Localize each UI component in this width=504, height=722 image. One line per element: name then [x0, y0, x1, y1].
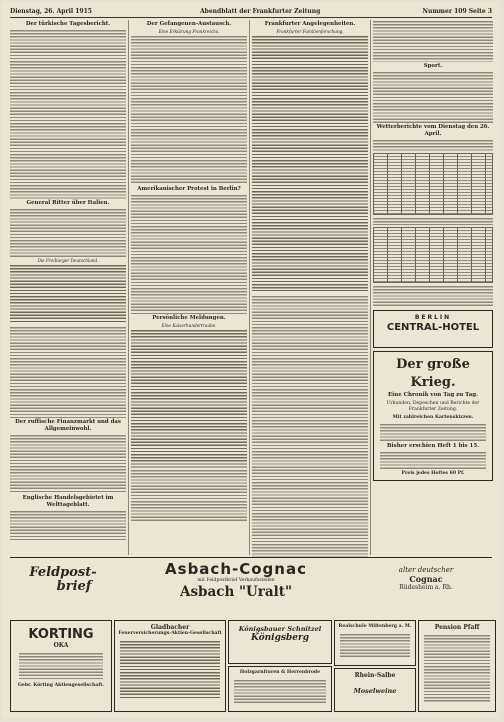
- gladbacher-subtitle: Feuerversicherungs-Aktien-Gesellschaft: [118, 631, 222, 636]
- article-text: [10, 326, 126, 418]
- cognac-line-2: Cognac: [409, 574, 443, 584]
- header-date: Dienstag, 26. April 1915: [10, 8, 92, 15]
- realschule-title: Realschule Miltenberg a. M.: [338, 624, 412, 629]
- ad-city: BERLIN: [414, 314, 452, 321]
- ad-text: [234, 679, 326, 705]
- cognac-line-1: alter deutscher: [398, 566, 454, 574]
- advertisement-band: [10, 557, 492, 714]
- cognac-ad: [358, 560, 494, 610]
- article-headline: Frankfurter Angelegenheiten.: [264, 21, 356, 27]
- article-subheadline: Frankfurter Familienforschung.: [276, 29, 344, 34]
- ad-text: [380, 423, 486, 441]
- weather-table: [373, 153, 493, 215]
- article-text: [10, 510, 126, 540]
- feldpost-title-2: brief: [56, 579, 92, 594]
- article-text: [131, 35, 247, 185]
- page-header: [10, 7, 492, 16]
- column-3: [252, 20, 368, 557]
- ad-text: [19, 652, 103, 680]
- article-text: [131, 194, 247, 314]
- korting-company: Gebr. Körting Aktiengesellschaft.: [17, 683, 105, 688]
- article-text: [252, 295, 368, 557]
- article-text: [373, 139, 493, 151]
- holzgarnituren-ad: [228, 666, 332, 712]
- ad-text: [120, 640, 220, 698]
- water-level-table: [373, 227, 493, 283]
- book-issues: Bisher erschien Heft 1 bis 15.: [386, 443, 480, 449]
- moselweine-title: Moselweine: [353, 687, 397, 695]
- ad-hotel-name: CENTRAL-HOTEL: [386, 322, 480, 333]
- koenigsbauer-ad: [228, 620, 332, 664]
- newspaper-page: [2, 2, 500, 718]
- column-1: [10, 20, 126, 540]
- sport-headline: Sport.: [423, 63, 443, 69]
- article-headline: Amerikanischer Protest in Berlin?: [137, 186, 241, 192]
- article-text: [10, 434, 126, 494]
- rhein-salbe-ad: [334, 668, 416, 712]
- ad-text: [380, 451, 486, 469]
- feldpost-title: Feldpost-: [29, 565, 97, 580]
- asbach-ad: [118, 560, 354, 610]
- article-headline: Der türkische Tagesbericht.: [25, 21, 111, 27]
- article-subheadline: Die Freiburger Deutschland.: [37, 258, 99, 263]
- asbach-brand: Asbach-Cognac: [165, 560, 307, 578]
- column-2: [131, 20, 247, 521]
- ad-text: [424, 634, 490, 702]
- korting-brand: KORTING: [28, 627, 94, 642]
- book-description: Urkunden, Depeschen und Berichte der Frankfurter Zeitung.: [386, 401, 480, 412]
- article-text: [10, 264, 126, 322]
- asbach-product: Asbach "Uralt": [179, 584, 293, 600]
- article-headline: Englische Handelsgebietet im Welttageblatt.: [22, 495, 114, 508]
- header-rule: [10, 17, 492, 18]
- realschule-ad: [334, 620, 416, 666]
- cognac-line-3: Rüdesheim a. Rh.: [399, 584, 453, 591]
- korting-ad: [10, 620, 112, 712]
- gladbacher-title: Gladbacher: [150, 624, 190, 631]
- column-divider: [370, 20, 371, 555]
- feldpost-ad: [10, 560, 116, 606]
- article-text: [373, 71, 493, 123]
- article-text: [373, 217, 493, 225]
- column-divider: [249, 20, 250, 555]
- book-ad: [373, 351, 493, 481]
- article-subheadline: Eine Kaiserhundertraube.: [161, 323, 217, 328]
- book-title: Der große Krieg.: [396, 357, 470, 390]
- article-text: [10, 208, 126, 258]
- pension-title: Pension Pfaff: [434, 624, 480, 631]
- gladbacher-ad: [114, 620, 226, 712]
- header-paper-title: Abendblatt der Frankfurter Zeitung: [200, 8, 321, 15]
- koenig-line-2: Königsberg: [250, 633, 309, 643]
- article-text: [131, 329, 247, 469]
- book-subtitle: Eine Chronik von Tag zu Tag.: [387, 392, 479, 398]
- asbach-subtitle: mit Feldpostbrief Verkaufsstellen: [197, 578, 275, 583]
- article-subheadline: Eine Erklärung Frankreichs.: [158, 29, 220, 34]
- column-4: [373, 20, 493, 481]
- article-text: [131, 469, 247, 521]
- article-headline: Der Gefangenen-Austausch.: [146, 21, 232, 27]
- holz-title: Holzgarnituren & Herrenbrode: [239, 670, 321, 675]
- header-page-number: Nummer 109 Seite 3: [422, 8, 492, 15]
- weather-headline: Wetterberichte vom Dienstag den 26. April.: [376, 124, 490, 137]
- book-price: Preis jedes Heftes 60 Pf.: [401, 471, 465, 476]
- article-headline: Persönliche Meldungen.: [152, 315, 226, 321]
- article-headline: General Ritter über Italien.: [26, 200, 110, 206]
- column-divider: [128, 20, 129, 555]
- central-hotel-ad: [373, 310, 493, 348]
- pension-ad: [418, 620, 496, 712]
- article-headline: Der ruffische Finanzmarkt und das Allgemeinwohl.: [15, 419, 121, 432]
- ad-text: [340, 633, 410, 659]
- koenig-line-1: Königsbauer Schnitzel: [238, 625, 322, 633]
- book-note: Mit zahlreichen Kartenskizzen.: [392, 415, 474, 420]
- korting-oka: OKA: [53, 642, 69, 649]
- article-text: [252, 35, 368, 291]
- article-text: [373, 20, 493, 62]
- article-text: [373, 285, 493, 307]
- article-text: [10, 29, 126, 199]
- rhein-title: Rhein-Salbe: [354, 672, 396, 679]
